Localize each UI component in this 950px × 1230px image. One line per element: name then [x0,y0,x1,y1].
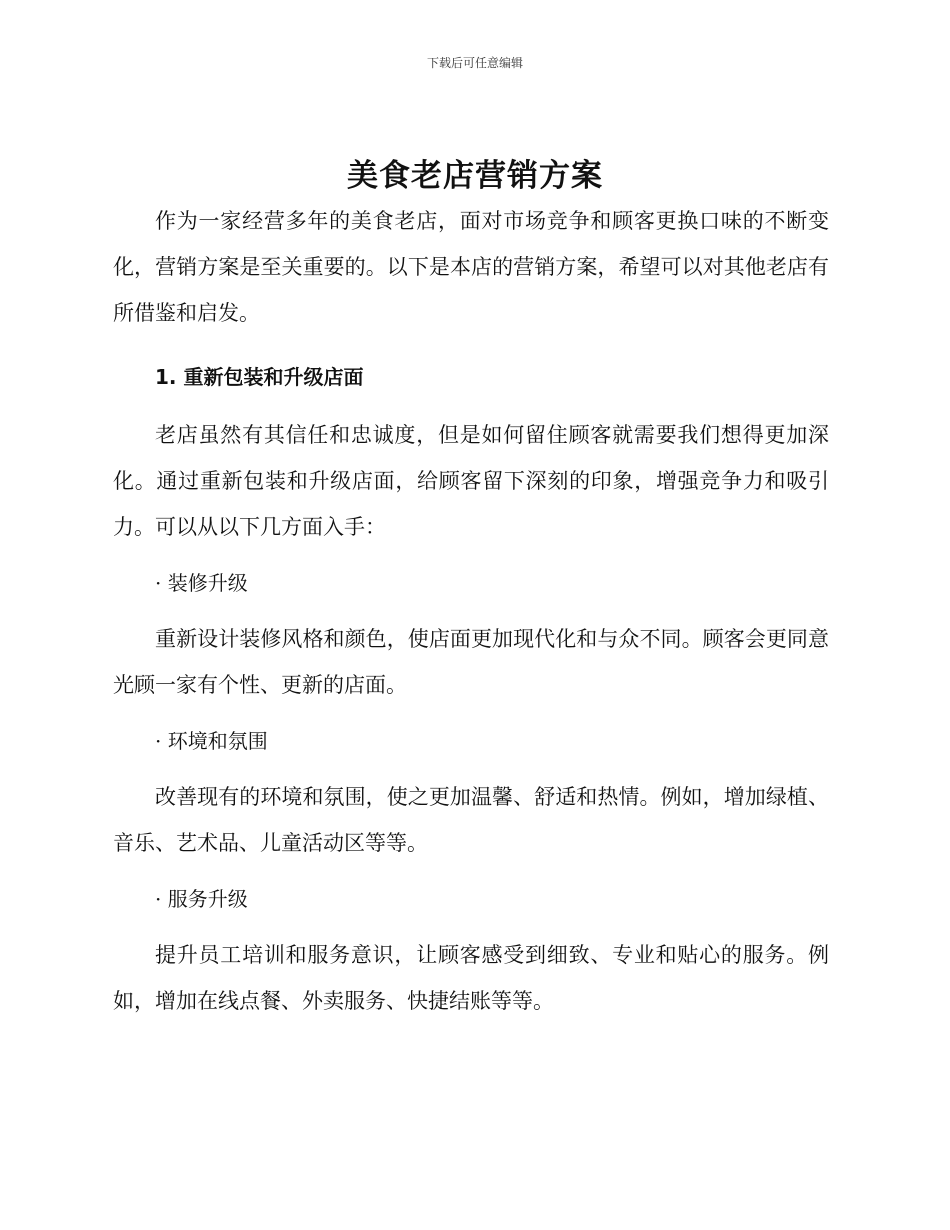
bullet-item-service: · 服务升级 [155,887,248,911]
bullet-item-environment: · 环境和氛围 [155,729,268,753]
page-header: 下载后可任意编辑 [426,56,523,70]
section-heading: 1. 重新包装和升级店面 [155,365,364,389]
document-title: 美食老店营销方案 [347,158,603,194]
bullet-text-renovation: 重新设计装修风格和颜色，使店面更加现代化和与众不同。顾客会更同意光顾一家有个性、更新的店面。 [113,627,829,697]
document-body [113,198,829,1024]
bullet-text-environment: 改善现有的环境和氛围，使之更加温馨、舒适和热情。例如，增加绿植、音乐、艺术品、儿童活动区等等。 [113,785,829,855]
bullet-item-renovation: · 装修升级 [155,571,248,595]
section-paragraph: 老店虽然有其信任和忠诚度，但是如何留住顾客就需要我们想得更加深化。通过重新包装和升级店面，给顾客留下深刻的印象，增强竞争力和吸引力。可以从以下几方面入手： [113,423,829,539]
intro-paragraph: 作为一家经营多年的美食老店，面对市场竞争和顾客更换口味的不断变化，营销方案是至关重要的。以下是本店的营销方案，希望可以对其他老店有所借鉴和启发。 [113,209,829,325]
bullet-text-service: 提升员工培训和服务意识，让顾客感受到细致、专业和贴心的服务。例如，增加在线点餐、外卖服务、快捷结账等等。 [113,943,829,1013]
